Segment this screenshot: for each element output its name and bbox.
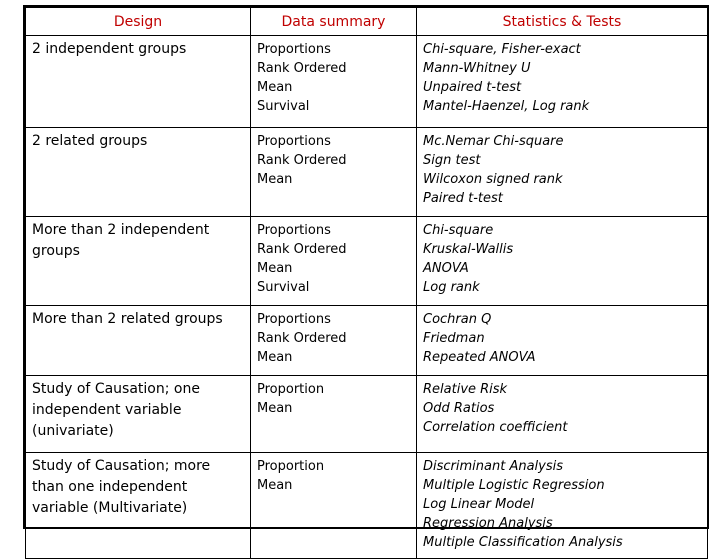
summary-item: Rank Ordered <box>257 153 347 168</box>
tests-cell <box>417 36 708 128</box>
summary-item: Rank Ordered <box>257 331 347 346</box>
design-cell <box>26 306 251 376</box>
design-text: variable (Multivariate) <box>32 500 188 516</box>
design-text: 2 related groups <box>32 133 148 149</box>
summary-item: Proportion <box>257 459 325 474</box>
data-summary-cell <box>251 376 417 453</box>
header-statistics-tests: Statistics & Tests <box>417 8 708 36</box>
test-item: Relative Risk <box>423 382 508 397</box>
design-text: than one independent <box>32 479 188 495</box>
design-text: Study of Causation; one <box>32 381 200 397</box>
summary-item: Survival <box>257 99 310 114</box>
header-data-summary: Data summary <box>251 8 417 36</box>
test-item: Multiple Logistic Regression <box>423 478 605 493</box>
design-text: (univariate) <box>32 423 114 439</box>
table-row <box>26 306 708 376</box>
table-row <box>26 128 708 217</box>
summary-item: Rank Ordered <box>257 242 347 257</box>
summary-item: Rank Ordered <box>257 61 347 76</box>
summary-item: Survival <box>257 280 310 295</box>
summary-item: Proportions <box>257 223 331 238</box>
test-item: Unpaired t-test <box>423 80 522 95</box>
design-text: 2 independent groups <box>32 41 187 57</box>
test-item: Correlation coefficient <box>423 420 568 435</box>
summary-item: Mean <box>257 478 293 493</box>
data-summary-cell <box>251 217 417 306</box>
test-item: Mantel-Haenzel, Log rank <box>423 99 590 114</box>
test-item: Chi-square, Fisher-exact <box>423 42 581 57</box>
table-row <box>26 217 708 306</box>
tests-cell <box>417 217 708 306</box>
test-item: Log rank <box>423 280 480 295</box>
table-row <box>26 36 708 128</box>
summary-item: Mean <box>257 401 293 416</box>
table-row <box>26 453 708 559</box>
test-item: Mann-Whitney U <box>423 61 531 76</box>
design-cell <box>26 128 251 217</box>
test-item: Friedman <box>423 331 485 346</box>
test-item: Regression Analysis <box>423 516 553 531</box>
design-cell <box>26 453 251 559</box>
statistics-grid <box>25 7 708 559</box>
summary-item: Proportion <box>257 382 325 397</box>
tests-cell <box>417 376 708 453</box>
summary-item: Mean <box>257 350 293 365</box>
design-text: groups <box>32 243 80 259</box>
summary-item: Proportions <box>257 134 331 149</box>
test-item: Paired t-test <box>423 191 503 206</box>
data-summary-cell <box>251 36 417 128</box>
test-item: Repeated ANOVA <box>423 350 536 365</box>
test-item: Mc.Nemar Chi-square <box>423 134 564 149</box>
summary-item: Mean <box>257 172 293 187</box>
test-item: Kruskal-Wallis <box>423 242 514 257</box>
tests-cell <box>417 306 708 376</box>
tests-cell <box>417 453 708 559</box>
statistics-table <box>23 5 709 550</box>
data-summary-cell <box>251 128 417 217</box>
summary-item: Mean <box>257 261 293 276</box>
design-text: independent variable <box>32 402 182 418</box>
header-design: Design <box>26 8 251 36</box>
summary-item: Proportions <box>257 312 331 327</box>
tests-cell <box>417 128 708 217</box>
test-item: Sign test <box>423 153 481 168</box>
test-item: Discriminant Analysis <box>423 459 564 474</box>
table-row <box>26 376 708 453</box>
test-item: Chi-square <box>423 223 494 238</box>
test-item: Log Linear Model <box>423 497 535 512</box>
design-text: More than 2 related groups <box>32 311 223 327</box>
design-text: Study of Causation; more <box>32 458 211 474</box>
design-cell <box>26 36 251 128</box>
test-item: Odd Ratios <box>423 401 495 416</box>
data-summary-cell <box>251 306 417 376</box>
data-summary-cell <box>251 453 417 559</box>
design-cell <box>26 217 251 306</box>
summary-item: Mean <box>257 80 293 95</box>
test-item: Cochran Q <box>423 312 492 327</box>
test-item: Multiple Classification Analysis <box>423 535 623 550</box>
header-row <box>26 8 708 36</box>
test-item: ANOVA <box>423 261 469 276</box>
design-text: More than 2 independent <box>32 222 210 238</box>
design-cell <box>26 376 251 453</box>
test-item: Wilcoxon signed rank <box>423 172 563 187</box>
summary-item: Proportions <box>257 42 331 57</box>
